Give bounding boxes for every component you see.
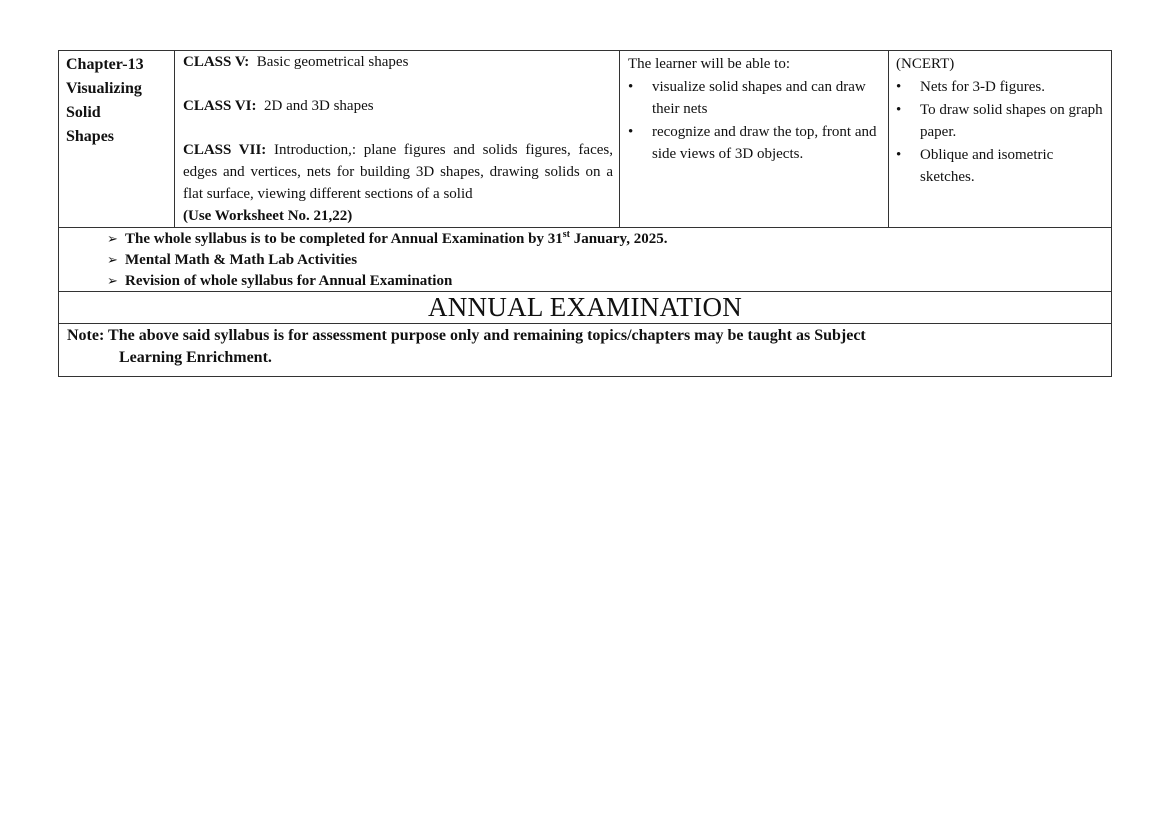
outcomes-list [628, 76, 882, 165]
chapter-title-line: Shapes [66, 128, 115, 145]
summary-item [107, 271, 667, 292]
ordinal-suffix: st [562, 229, 570, 240]
class-vii-content [183, 139, 613, 205]
note-line: Learning Enrichment. [119, 349, 272, 366]
class-vii-text: Introduction,: plane figures and solids figures, faces, edges and vertices, nets for building 3D shapes, drawing solids on a flat surface, viewing different sections of a solid [183, 142, 613, 202]
note-row [59, 323, 1111, 376]
summary-activities-text: Mental Math & Math Lab Activities [125, 252, 358, 268]
resource-item: • Oblique and isometric sketches. [896, 144, 1105, 188]
resource-item: • Nets for 3-D figures. [896, 76, 1105, 98]
class-v-text: Basic geometrical shapes [256, 54, 409, 70]
resource-item: • To draw solid shapes on graph paper. [896, 99, 1105, 143]
class-vi-content [183, 95, 613, 117]
arrow-bullet-icon: ➢ [107, 274, 118, 289]
arrow-bullet-icon: ➢ [107, 232, 118, 247]
outcome-item: • recognize and draw the top, front and side views of 3D objects. [628, 121, 882, 165]
note-line: Note: The above said syllabus is for assessment purpose only and remaining topics/chapters may be taught as Subject [67, 327, 866, 344]
outcome-item: • visualize solid shapes and can draw their nets [628, 76, 882, 120]
summary-item [107, 229, 667, 250]
outcomes-intro: The learner will be able to: [628, 56, 791, 72]
syllabus-table [58, 50, 1112, 377]
class-vii-label: CLASS VII: [183, 142, 267, 158]
summary-revision-text: Revision of whole syllabus for Annual Examination [125, 273, 453, 289]
annual-exam-heading: ANNUAL EXAMINATION [59, 291, 1111, 323]
resources-cell [889, 51, 1111, 227]
summary-row [59, 227, 1111, 291]
content-cell [175, 51, 620, 227]
summary-deadline-text: The whole syllabus is to be completed for Annual Examination by 31 [125, 231, 563, 247]
learning-outcomes-cell [620, 51, 889, 227]
summary-deadline-date: January, 2025. [569, 231, 668, 247]
chapter-title-line: Visualizing [66, 80, 142, 97]
chapter-title-line: Solid [66, 104, 101, 121]
arrow-bullet-icon: ➢ [107, 253, 118, 268]
class-vi-text: 2D and 3D shapes [264, 98, 374, 114]
summary-list [59, 228, 667, 291]
chapter-cell [59, 51, 175, 227]
class-vi-label: CLASS VI: [183, 98, 257, 114]
summary-item [107, 250, 667, 271]
worksheet-note: (Use Worksheet No. 21,22) [183, 208, 353, 224]
chapter-title-line: Chapter-13 [66, 56, 144, 73]
class-v-content [183, 51, 613, 73]
resources-intro: (NCERT) [896, 56, 955, 72]
note-text [67, 325, 866, 375]
resources-list [896, 76, 1105, 188]
class-v-label: CLASS V: [183, 54, 250, 70]
chapter-row [59, 51, 1111, 227]
